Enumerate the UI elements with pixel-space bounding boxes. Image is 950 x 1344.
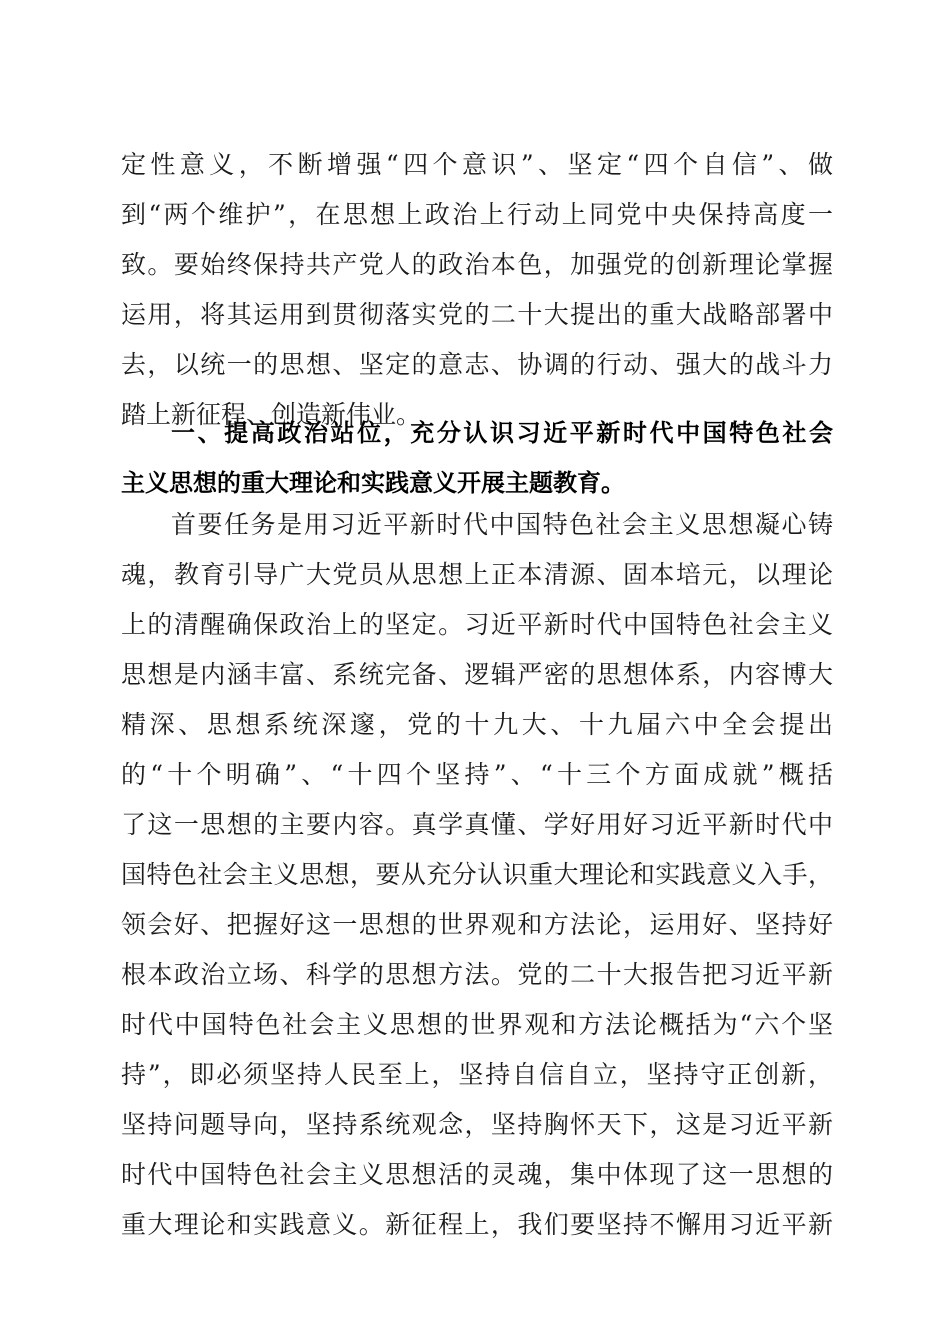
paragraph-line: 了这一思想的主要内容。真学真懂、学好用好习近平新时代中 [121, 810, 833, 839]
paragraph-line: 首要任务是用习近平新时代中国特色社会主义思想凝心铸 [171, 510, 833, 539]
paragraph-line: 重大理论和实践意义。新征程上，我们要坚持不懈用习近平新 [121, 1210, 833, 1239]
paragraph-line: 根本政治立场、科学的思想方法。党的二十大报告把习近平新 [121, 960, 833, 989]
paragraph-line: 致。要始终保持共产党人的政治本色，加强党的创新理论掌握 [121, 250, 833, 279]
paragraph-line: 定性意义，不断增强“四个意识”、坚定“四个自信”、做 [121, 150, 833, 179]
paragraph-line: 去，以统一的思想、坚定的意志、协调的行动、强大的战斗力 [121, 350, 833, 379]
paragraph-line: 到“两个维护”，在思想上政治上行动上同党中央保持高度一 [121, 200, 833, 229]
paragraph-line: 踏上新征程、创造新伟业。 [121, 400, 422, 429]
paragraph-line: 魂，教育引导广大党员从思想上正本清源、固本培元，以理论 [121, 560, 833, 589]
paragraph-line: 持”，即必须坚持人民至上，坚持自信自立，坚持守正创新， [121, 1060, 833, 1089]
paragraph-line: 精深、思想系统深邃，党的十九大、十九届六中全会提出 [121, 710, 833, 739]
paragraph-line: 运用，将其运用到贯彻落实党的二十大提出的重大战略部署中 [121, 300, 833, 329]
paragraph-main [121, 500, 833, 1250]
section-heading [121, 408, 833, 508]
paragraph-line: 思想是内涵丰富、系统完备、逻辑严密的思想体系，内容博大 [121, 660, 833, 689]
paragraph-line: 坚持问题导向，坚持系统观念，坚持胸怀天下，这是习近平新 [121, 1110, 833, 1139]
paragraph-continued [121, 140, 833, 440]
paragraph-line: 上的清醒确保政治上的坚定。习近平新时代中国特色社会主义 [121, 610, 833, 639]
paragraph-line: 领会好、把握好这一思想的世界观和方法论，运用好、坚持好 [121, 910, 833, 939]
heading-line: 一、提高政治站位，充分认识习近平新时代中国特色社会 [171, 419, 833, 447]
paragraph-line: 的“十个明确”、“十四个坚持”、“十三个方面成就”概括 [121, 760, 833, 789]
paragraph-line: 时代中国特色社会主义思想的世界观和方法论概括为“六个坚 [121, 1010, 833, 1039]
paragraph-line: 时代中国特色社会主义思想活的灵魂，集中体现了这一思想的 [121, 1160, 833, 1189]
paragraph-line: 国特色社会主义思想，要从充分认识重大理论和实践意义入手， [121, 860, 833, 889]
heading-line: 主义思想的重大理论和实践意义开展主题教育。 [121, 469, 625, 497]
